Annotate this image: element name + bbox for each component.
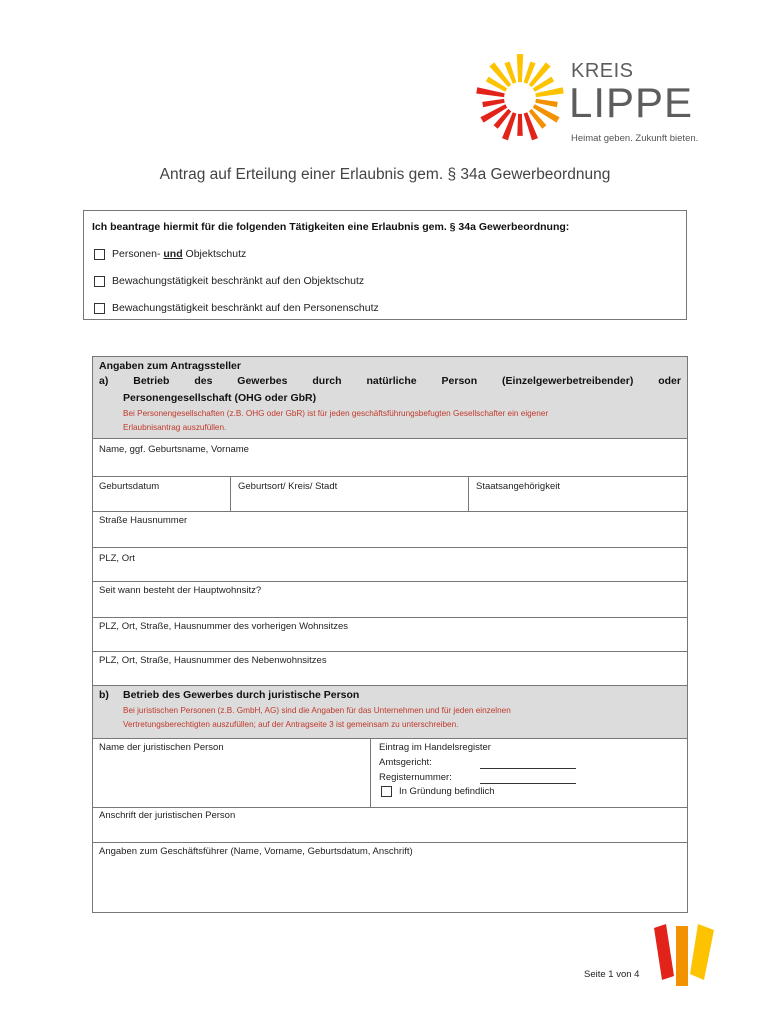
birthdate-label: Geburtsdatum	[99, 481, 160, 492]
previous-address-field[interactable]	[92, 618, 688, 652]
section-b-header	[92, 686, 688, 739]
page-title: Antrag auf Erteilung einer Erlaubnis gem. § 34a Gewerbeordnung	[159, 166, 611, 183]
page-number: Seite 1 von 4	[584, 969, 640, 980]
logo-slogan: Heimat geben. Zukunft bieten.	[571, 133, 699, 144]
divider	[468, 477, 469, 511]
checkbox[interactable]	[94, 276, 105, 287]
section-a-note-2: Erlaubnisantrag auszufüllen.	[123, 423, 227, 432]
sunburst-ray	[517, 54, 523, 82]
section-a-note-1: Bei Personengesellschaften (z.B. OHG oder GbR) ist für jeden geschäftsführungsbefugten Gesellschafter ein eigener	[123, 409, 549, 418]
legal-address-field[interactable]	[92, 808, 688, 843]
checkbox[interactable]	[94, 249, 105, 260]
corner-brand-mark-icon	[650, 916, 720, 986]
court-input[interactable]	[480, 767, 576, 769]
divider	[230, 477, 231, 511]
section-a-line1: a) Betrieb des Gewerbes durch natürliche Person (Einzelgewerbetreibender) oder	[99, 375, 681, 387]
sunburst-logo-icon	[470, 48, 570, 148]
activities-heading: Ich beantrage hiermit für die folgenden Tätigkeiten eine Erlaubnis gem. § 34a Gewerbeordnung:	[92, 221, 570, 233]
sunburst-ray	[482, 99, 504, 107]
secondary-address-label: PLZ, Ort, Straße, Hausnummer des Nebenwohnsitzes	[99, 655, 327, 666]
logo-word-lippe: LIPPE	[569, 79, 694, 126]
birth-row	[92, 477, 688, 512]
zip-city-field[interactable]	[92, 548, 688, 582]
section-b-title: Betrieb des Gewerbes durch juristische Person	[123, 689, 360, 701]
divider	[370, 739, 371, 807]
birthplace-label: Geburtsort/ Kreis/ Stadt	[238, 481, 338, 492]
section-a-line2: Personengesellschaft (OHG oder GbR)	[123, 392, 317, 404]
register-number-label: Registernummer:	[379, 772, 452, 783]
sunburst-ray	[535, 99, 557, 107]
legal-address-label: Anschrift der juristischen Person	[99, 810, 236, 821]
kreis-lippe-logo	[470, 48, 699, 148]
founding-option[interactable]: In Gründung befindlich	[381, 786, 495, 797]
name-label: Name, ggf. Geburtsname, Vorname	[99, 444, 249, 455]
option-personen-objektschutz[interactable]: Personen- und Objektschutz	[94, 248, 246, 260]
section-b-note-1: Bei juristischen Personen (z.B. GmbH, AG) sind die Angaben für das Unternehmen und für jeden einzelnen	[123, 706, 511, 715]
nationality-label: Staatsangehörigkeit	[476, 481, 560, 492]
street-label: Straße Hausnummer	[99, 515, 188, 526]
option-personenschutz[interactable]: Bewachungstätigkeit beschränkt auf den Personenschutz	[94, 302, 379, 314]
logo-word-kreis: KREIS	[571, 60, 634, 82]
option-objektschutz[interactable]: Bewachungstätigkeit beschränkt auf den Objektschutz	[94, 275, 364, 287]
checkbox[interactable]	[94, 303, 105, 314]
secondary-address-field[interactable]	[92, 652, 688, 686]
zip-city-label: PLZ, Ort	[99, 553, 135, 564]
checkbox[interactable]	[381, 786, 392, 797]
section-a-header	[92, 356, 688, 439]
court-label: Amtsgericht:	[379, 757, 432, 768]
manager-field[interactable]	[92, 843, 688, 913]
previous-address-label: PLZ, Ort, Straße, Hausnummer des vorherigen Wohnsitzes	[99, 621, 349, 632]
activities-box	[83, 210, 687, 320]
street-field[interactable]	[92, 512, 688, 548]
section-b-note-2: Vertretungsberechtigten auszufüllen; auf der Antragseite 3 ist gemeinsam zu unterschreiben.	[123, 720, 459, 729]
section-title: Angaben zum Antragssteller	[99, 360, 241, 372]
name-field[interactable]	[92, 439, 688, 477]
manager-label: Angaben zum Geschäftsführer (Name, Vorname, Geburtsdatum, Anschrift)	[99, 846, 413, 857]
residence-since-field[interactable]	[92, 582, 688, 618]
legal-entity-row	[92, 739, 688, 808]
register-title: Eintrag im Handelsregister	[379, 742, 491, 753]
residence-since-label: Seit wann besteht der Hauptwohnsitz?	[99, 585, 262, 596]
register-number-input[interactable]	[480, 782, 576, 784]
sunburst-ray	[517, 114, 522, 136]
legal-name-label: Name der juristischen Person	[99, 742, 224, 753]
section-b-marker: b)	[99, 689, 109, 701]
